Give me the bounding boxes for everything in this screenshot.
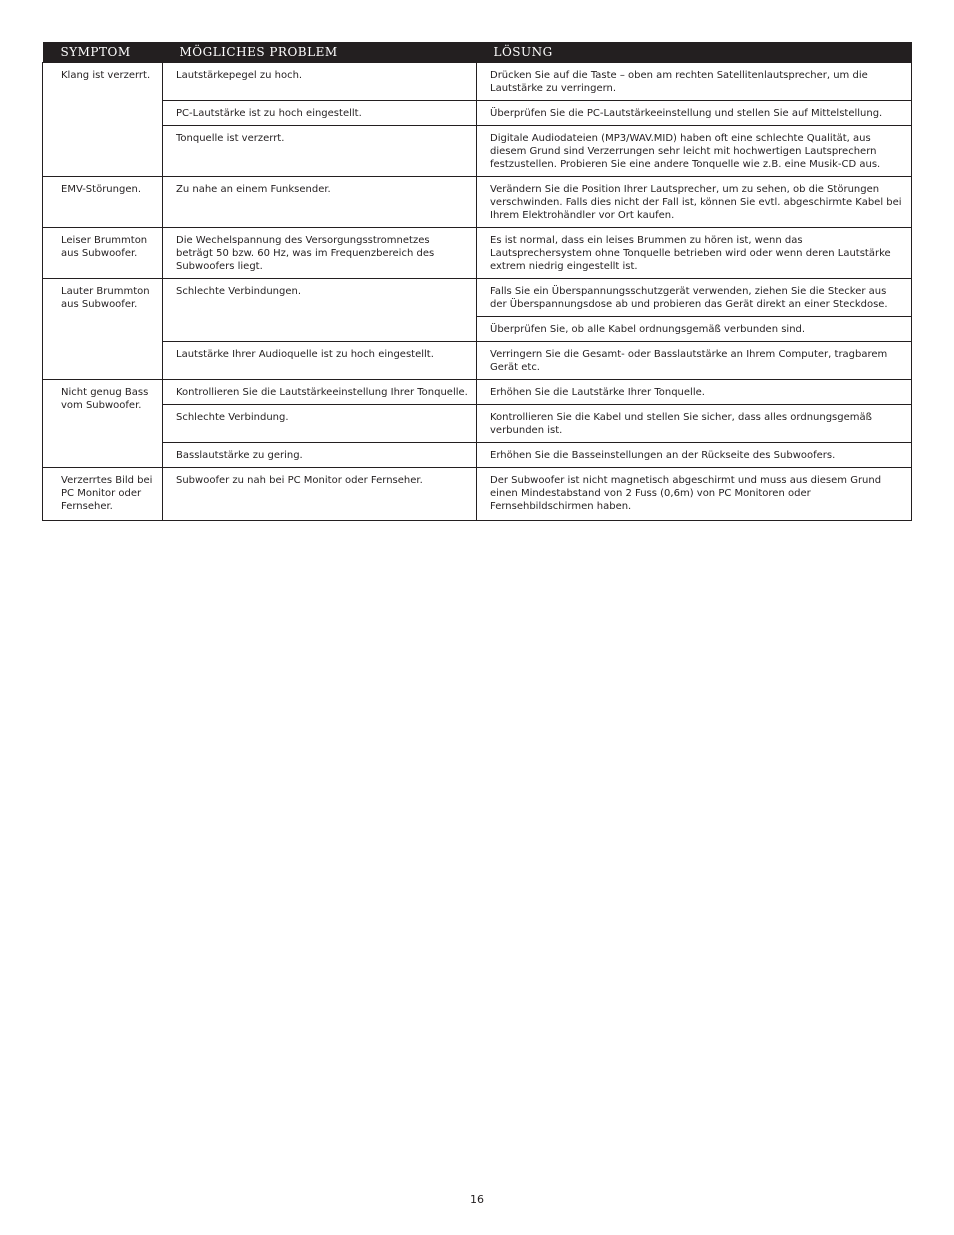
table-row: [43, 101, 912, 126]
problem-cell: Basslautstärke zu gering.: [163, 443, 477, 468]
solution-cell: Der Subwoofer ist nicht magnetisch abgeschirmt und muss aus diesem Grund einen Mindestabstand von 2 Fuss (0,6m) von PC Monitoren oder Fernsehbildschirmen haben.: [477, 468, 912, 521]
table-row: [43, 63, 912, 101]
table-row: [43, 279, 912, 317]
solution-cell: Erhöhen Sie die Lautstärke Ihrer Tonquelle.: [477, 380, 912, 405]
problem-cell: Tonquelle ist verzerrt.: [163, 126, 477, 177]
problem-cell: Lautstärkepegel zu hoch.: [163, 63, 477, 101]
problem-cell: Die Wechelspannung des Versorgungsstromnetzes beträgt 50 bzw. 60 Hz, was im Frequenzbereich des Subwoofers liegt.: [163, 228, 477, 279]
symptom-cell: Verzerrtes Bild bei PC Monitor oder Fernseher.: [43, 468, 163, 521]
solution-cell: Digitale Audiodateien (MP3/WAV.MID) haben oft eine schlechte Qualität, aus diesem Grund sind Verzerrungen sehr leicht mit hochwertigen Lautsprechern festzustellen. Probieren Sie eine andere Tonquelle wie z.B. eine Musik-CD aus.: [477, 126, 912, 177]
solution-cell: Verändern Sie die Position Ihrer Lautsprecher, um zu sehen, ob die Störungen verschwinden. Falls dies nicht der Fall ist, können Sie evtl. abgeschirmte Kabel bei Ihrem Elektrohändler vor Ort kaufen.: [477, 177, 912, 228]
solution-cell: Es ist normal, dass ein leises Brummen zu hören ist, wenn das Lautsprechersystem ohne Tonquelle betrieben wird oder wenn deren Lautstärke extrem niedrig eingestellt ist.: [477, 228, 912, 279]
header-symptom: SYMPTOM: [43, 42, 163, 63]
table-row: [43, 342, 912, 380]
table-row: [43, 177, 912, 228]
header-problem: MÖGLICHES PROBLEM: [163, 42, 477, 63]
page-number: 16: [470, 1193, 484, 1206]
problem-cell: Schlechte Verbindung.: [163, 405, 477, 443]
table-header: [43, 42, 912, 63]
problem-cell: Kontrollieren Sie die Lautstärkeeinstellung Ihrer Tonquelle.: [163, 380, 477, 405]
header-solution: LÖSUNG: [477, 42, 912, 63]
solution-cell: Drücken Sie auf die Taste – oben am rechten Satellitenlautsprecher, um die Lautstärke zu verringern.: [477, 63, 912, 101]
symptom-cell: Nicht genug Bass vom Subwoofer.: [43, 380, 163, 468]
table-row: [43, 126, 912, 177]
problem-cell: PC-Lautstärke ist zu hoch eingestellt.: [163, 101, 477, 126]
table-row: [43, 468, 912, 521]
solution-cell: Überprüfen Sie, ob alle Kabel ordnungsgemäß verbunden sind.: [477, 317, 912, 342]
symptom-cell: Leiser Brummton aus Subwoofer.: [43, 228, 163, 279]
solution-cell: Überprüfen Sie die PC-Lautstärkeeinstellung und stellen Sie auf Mittelstellung.: [477, 101, 912, 126]
solution-cell: Kontrollieren Sie die Kabel und stellen Sie sicher, dass alles ordnungsgemäß verbunden ist.: [477, 405, 912, 443]
problem-cell: Zu nahe an einem Funksender.: [163, 177, 477, 228]
symptom-cell: Klang ist verzerrt.: [43, 63, 163, 177]
problem-cell: Lautstärke Ihrer Audioquelle ist zu hoch eingestellt.: [163, 342, 477, 380]
table-body: [43, 63, 912, 521]
solution-cell: Falls Sie ein Überspannungsschutzgerät verwenden, ziehen Sie die Stecker aus der Überspannungsdose ab und probieren das Gerät direkt an einer Steckdose.: [477, 279, 912, 317]
table-row: [43, 443, 912, 468]
solution-cell: Erhöhen Sie die Basseinstellungen an der Rückseite des Subwoofers.: [477, 443, 912, 468]
problem-cell: Subwoofer zu nah bei PC Monitor oder Fernseher.: [163, 468, 477, 521]
table-row: [43, 405, 912, 443]
symptom-cell: Lauter Brummton aus Subwoofer.: [43, 279, 163, 380]
table-row: [43, 228, 912, 279]
table-row: [43, 380, 912, 405]
problem-cell: Schlechte Verbindungen.: [163, 279, 477, 342]
troubleshooting-table: [42, 42, 912, 521]
solution-cell: Verringern Sie die Gesamt- oder Basslautstärke an Ihrem Computer, tragbarem Gerät etc.: [477, 342, 912, 380]
symptom-cell: EMV-Störungen.: [43, 177, 163, 228]
header-row: [43, 42, 912, 63]
